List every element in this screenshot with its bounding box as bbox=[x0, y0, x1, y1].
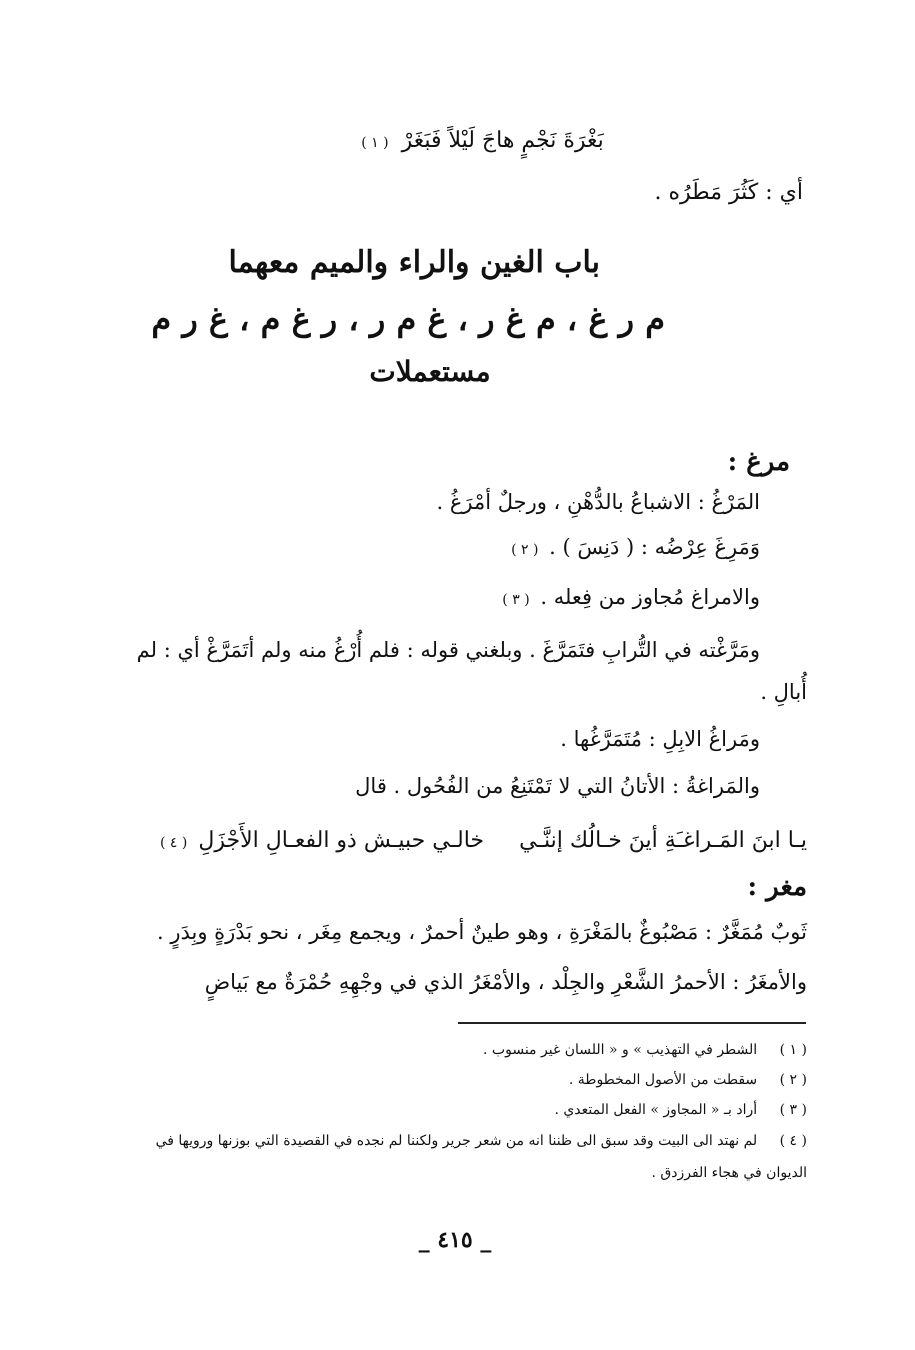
verse-top-text: بَغْرَةَ نَجْمٍ هاجَ لَيْلاً فَبَغَرْ bbox=[401, 128, 604, 153]
footnote-divider bbox=[458, 1022, 806, 1024]
footnote-continuation: الديوان في هجاء الفرزدق . bbox=[651, 1165, 807, 1181]
footnote-text: سقطت من الأصول المخطوطة . bbox=[568, 1072, 758, 1088]
footnote bbox=[569, 1072, 807, 1088]
entry-line: ومَراغُ الابِلِ : مُتَمَرَّغُها . bbox=[560, 727, 760, 751]
footnote-number: ( ٣ ) bbox=[779, 1102, 807, 1118]
entry-line-text: وَمَرِغَ عِرْضُه : ( دَنِسَ ) . bbox=[549, 535, 760, 559]
entry-line bbox=[511, 535, 760, 559]
entry-line: والمَراغةُ : الأتانُ التي لا تَمْتَنِعُ من الفُحُول . قال bbox=[355, 774, 760, 798]
verse-second-hemistich bbox=[160, 828, 484, 853]
entry-heading-mghr: مغر : bbox=[747, 872, 807, 902]
footnote bbox=[554, 1102, 807, 1118]
footnote-text: لم نهتد الى البيت وقد سبق الى ظننا انه من شعر جرير ولكننا لم نجده في القصيدة التي بوزنها ورويها في bbox=[155, 1133, 758, 1149]
footnote-number: ( ٢ ) bbox=[779, 1072, 807, 1088]
verse-first-hemistich: يـا ابنَ المَـراغـَةِ أينَ خـالُك إننَّـي bbox=[519, 828, 807, 853]
page-number: _ ٤١٥ _ bbox=[418, 1227, 492, 1253]
entry-line bbox=[502, 585, 760, 609]
footnote-text: أراد بـ « المجاوز » الفعل المتعدي . bbox=[554, 1102, 758, 1118]
entry-line-text: والامراغ مُجاوز من فِعله . bbox=[540, 585, 760, 609]
footnote-text: الشطر في التهذيب » و « اللسان غير منسوب . bbox=[483, 1042, 758, 1058]
footnote-number: ( ٤ ) bbox=[779, 1133, 807, 1149]
meaning-line: أي : كَثُرَ مَطَرُه . bbox=[654, 180, 803, 205]
footnote-ref: ( ٣ ) bbox=[502, 592, 530, 608]
entry-line: المَرْغُ : الاشباعُ بالدُّهْنِ ، ورجلٌ أمْرَغُ . bbox=[436, 490, 760, 514]
root-permutations: م ر غ ، م غ ر ، غ م ر ، ر غ م ، غ ر م bbox=[151, 300, 665, 338]
entry-line: أُبالِ . bbox=[760, 680, 807, 704]
verse-second-text: خالـي حبيـش ذو الفعـالِ الأَجْزَلِ bbox=[198, 828, 484, 853]
verse-top-ref: ( ١ ) bbox=[361, 135, 389, 151]
chapter-title: باب الغين والراء والميم معهما bbox=[228, 245, 600, 280]
footnote-number: ( ١ ) bbox=[779, 1042, 807, 1058]
entry-line: ثَوبٌ مُمَغَّرٌ : مَصْبُوغٌ بالمَغْرَةِ ، وهو طينٌ أحمرٌ ، ويجمع مِغَر ، نحو بَدْرَةٍ وبِدَرٍ . bbox=[156, 920, 807, 944]
used-label: مستعملات bbox=[369, 355, 491, 388]
footnote-ref: ( ٢ ) bbox=[511, 542, 539, 558]
entry-line: ومَرَّغْته في التُّرابِ فتَمَرَّغَ . وبلغني قوله : فلم أُرْغُ منه ولم أتَمَرَّغْ أي : لم bbox=[136, 638, 760, 662]
entry-heading-mrgh: مرغ : bbox=[727, 447, 790, 477]
footnote-ref: ( ٤ ) bbox=[160, 835, 188, 851]
entry-line: والأمغَرُ : الأحمرُ الشَّعْرِ والجِلْد ، والأمْغَرُ الذي في وجْهِهِ حُمْرَةٌ مع بَياضٍ bbox=[204, 970, 807, 994]
footnote bbox=[483, 1042, 807, 1058]
verse-top bbox=[340, 128, 625, 153]
footnote bbox=[156, 1133, 807, 1149]
